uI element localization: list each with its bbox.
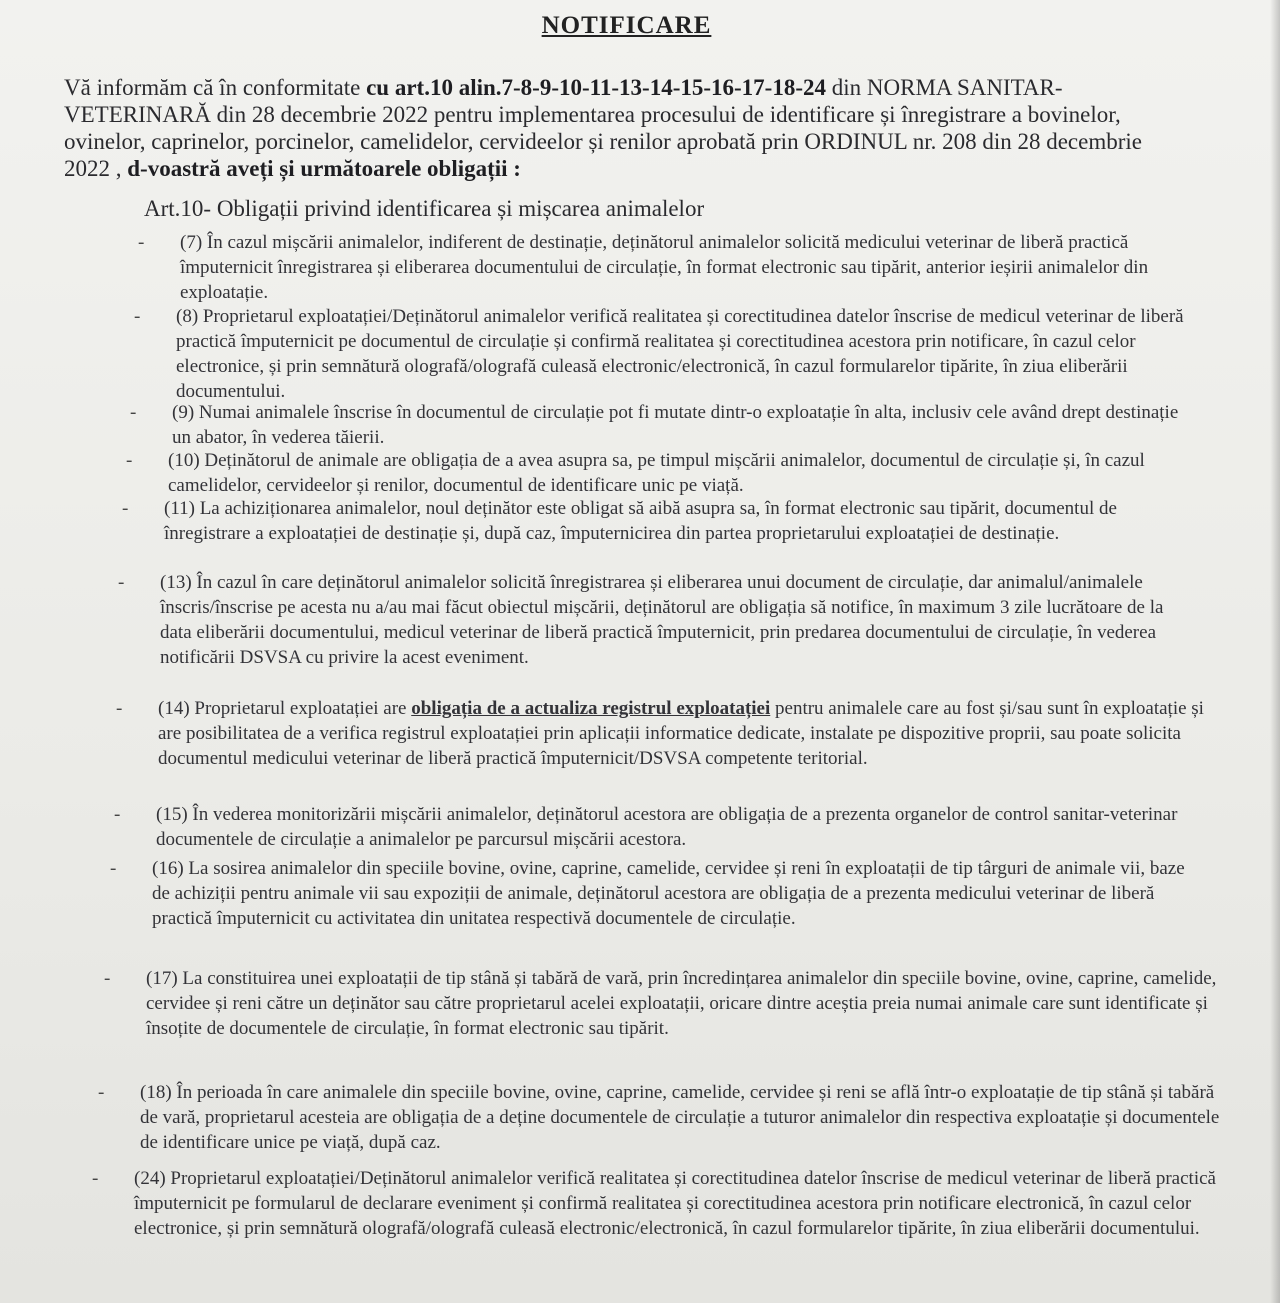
- article-title: Art.10- Obligații privind identificarea și mișcarea animalelor: [144, 196, 705, 221]
- list-bullet: -: [118, 572, 125, 593]
- list-bullet: -: [138, 232, 145, 253]
- item-number: (24): [134, 1168, 166, 1189]
- list-item-9: [130, 400, 1182, 450]
- item-text: În cazul mișcării animalelor, indiferent de destinație, deținătorul animalelor solicită medicului veterinar de liberă practică împuternicit înregistrarea și eliberarea documentului de circulație, în format electronic sau tipărit, anterior ieșirii animalelor din exploatație.: [180, 232, 1149, 303]
- intro-obligations-lead: d-voastră aveți și următoarele obligații :: [127, 156, 521, 181]
- list-bullet: -: [134, 306, 141, 327]
- item-number: (18): [140, 1082, 172, 1103]
- item-text: La achiziționarea animalelor, noul deținător este obligat să aibă asupra sa, în format electronic sau tipărit, documentul de înregistrare a exploatației de destinație și, după caz, împuternicirea din partea proprietarului exploatației de destinație.: [164, 498, 1117, 544]
- item-number: (13): [160, 572, 192, 593]
- list-bullet: -: [114, 804, 121, 825]
- item-text: În perioada în care animalele din speciile bovine, ovine, caprine, camelide, cervidee și reni se află într-o exploatație de tip stână și tabără de vară, proprietarul acesteia are obligația de a deține documentele de circulație a tuturor animalelor din respectiva exploatație și documentele de identificare unice pe viață, după caz.: [140, 1082, 1220, 1153]
- intro-text-1: Vă informăm că în conformitate: [64, 75, 367, 100]
- list-item-18: [98, 1080, 1226, 1155]
- list-item-13: [118, 570, 1190, 670]
- list-item-8: [134, 304, 1186, 404]
- item-number: (10): [168, 450, 200, 471]
- list-bullet: -: [110, 858, 117, 879]
- item-number: (16): [152, 858, 184, 879]
- underlined-obligation: obligația de a actualiza registrul exploatației: [411, 698, 771, 719]
- item-text: În cazul în care deținătorul animalelor solicită înregistrarea și eliberarea unui document de circulație, dar animalul/animalele înscris/înscrise pe acesta nu a/au mai făcut obiectul mișcării, deținătorul are obligația să notifice, în maximum 3 zile lucrătoare de la data eliberării documentului, medicul veterinar de liberă practică împuternicit, prin predarea documentului de circulație, în vederea notificării DSVSA cu privire la acest eveniment.: [160, 572, 1164, 668]
- list-bullet: -: [130, 402, 137, 423]
- intro-text-2: din NORMA SANITAR-VETERINARĂ din 28 decembrie 2022 pentru implementarea procesului de identificare și înregistrare a bovinelor, ovinelor, caprinelor, porcinelor, camelidelor, cervideelor și renilor aprobată prin ORDINUL nr. 208 din 28 decembrie 2022 ,: [64, 75, 1143, 181]
- list-item-17: [104, 966, 1230, 1041]
- item-text: La sosirea animalelor din speciile bovine, ovine, caprine, camelide, cervidee și reni în exploatații de tip târguri de animale vii, baze de achiziții pentru animale vii sau expoziții de animale, deținătorul acestora are obligația de a prezenta medicului veterinar de liberă practică împuternicit cu activitatea din unitatea respectivă documentele de circulație.: [152, 858, 1185, 929]
- list-item-10: [126, 448, 1168, 498]
- item-number: (11): [164, 498, 195, 519]
- item-number: (7): [180, 232, 203, 253]
- list-item-7: [138, 230, 1210, 305]
- document-title: NOTIFICARE: [541, 12, 712, 39]
- list-bullet: -: [92, 1168, 99, 1189]
- item-text: Proprietarul exploatației/Deținătorul animalelor verifică realitatea și corectitudinea datelor înscrise de medicul veterinar de liberă practică împuternicit pe documentul de circulație și confirmă realitatea și corectitudinea acestora prin notificare, în cazul celor electronice, și prin semnătură olografă/olografă culeasă electronic/electronică, în cazul formularelor tipărite, în ziua eliberării documentului.: [176, 306, 1184, 402]
- item-number: (15): [156, 804, 188, 825]
- list-bullet: -: [116, 698, 123, 719]
- item-text-pre: Proprietarul exploatației are: [194, 698, 412, 719]
- item-number: (17): [146, 968, 178, 989]
- list-item-11: [122, 496, 1194, 546]
- list-bullet: -: [122, 498, 129, 519]
- item-text: Numai animalele înscrise în documentul de circulație pot fi mutate dintr-o exploatație în alta, inclusiv cele având drept destinație un abator, în vederea tăierii.: [172, 402, 1179, 448]
- list-bullet: -: [98, 1082, 105, 1103]
- item-number: (9): [172, 402, 195, 423]
- item-text: În vederea monitorizării mișcării animalelor, deținătorul acestora are obligația de a prezenta organelor de control sanitar-veterinar documentele de circulație a animalelor pe parcursul mișcării acestora.: [156, 804, 1178, 850]
- list-item-24: [92, 1166, 1224, 1241]
- item-number: (8): [176, 306, 199, 327]
- list-bullet: -: [104, 968, 111, 989]
- item-text: pentru animalele care au fost și/sau sunt în exploatație și are posibilitatea de a verifica registrul exploatației prin aplicații informatice dedicate, instalate pe dispozitive proprii, sau poate solicita documentul medicului veterinar de liberă practică împuternicit/DSVSA competente teritorial.: [158, 698, 1204, 769]
- item-text: Deținătorul de animale are obligația de a avea asupra sa, pe timpul mișcării animalelor, documentul de circulație și, în cazul camelidelor, cervideelor și renilor, documentul de identificare unic pe viață.: [168, 450, 1145, 496]
- list-item-15: [114, 802, 1204, 852]
- item-text: La constituirea unei exploatații de tip stână și tabără de vară, prin încredințarea animalelor din speciile bovine, ovine, caprine, camelide, cervidee și reni către un deținător sau către proprietarul acelei exploatații, oricare dintre aceștia preia numai animale care sunt identificate și însoțite de documentele de circulație, în format electronic sau tipărit.: [146, 968, 1217, 1039]
- list-bullet: -: [126, 450, 133, 471]
- item-text: Proprietarul exploatației/Deținătorul animalelor verifică realitatea și corectitudinea datelor înscrise de medicul veterinar de liberă practică împuternicit pe formularul de declarare eveniment și confirmă realitatea și corectitudinea acestora prin notificare electronică, în cazul celor electronice, și prin semnătură olografă/olografă culeasă electronic/electronică, în cazul formularelor tipărite, în ziua eliberării documentului.: [134, 1168, 1216, 1239]
- intro-legal-reference: cu art.10 alin.7-8-9-10-11-13-14-15-16-17-18-24: [366, 75, 826, 100]
- list-item-14: [116, 696, 1226, 771]
- list-item-16: [110, 856, 1202, 931]
- item-number: (14): [158, 698, 190, 719]
